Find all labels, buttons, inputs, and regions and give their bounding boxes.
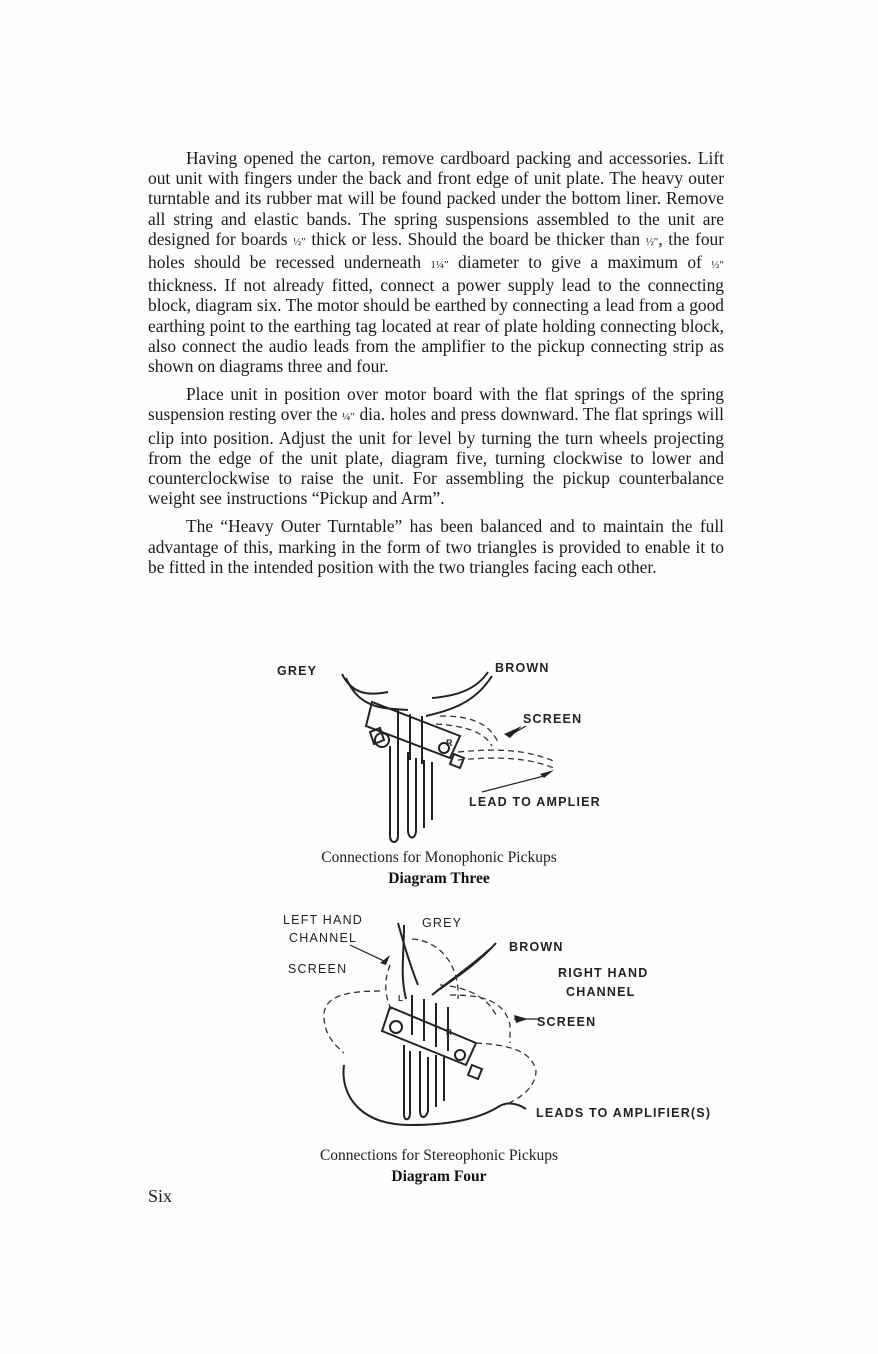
tag-r: R — [446, 1028, 452, 1037]
label-right-channel: CHANNEL — [566, 985, 636, 999]
fraction-half: ½″ — [711, 259, 724, 272]
fraction-one-quarter: 1¼″ — [430, 259, 449, 272]
diagram-three — [260, 650, 640, 850]
label-grey: GREY — [277, 664, 318, 678]
label-left-channel: CHANNEL — [289, 931, 358, 945]
body-text — [148, 148, 724, 585]
label-brown: BROWN — [509, 940, 564, 954]
paragraph-unpacking: Having opened the carton, remove cardboard packing and accessories. Lift out unit with fingers under the back and front edge of unit plate. The heavy outer turntable and its rubber mat will be found packed under the bottom liner. Remove all string and elastic bands. The spring suspensions assembled to the unit are designed for boards ½″ thick or less. Should the board be thicker than ½″, the four holes should be recessed underneath 1¼″ diameter to give a maximum of ½″ thickness. If not already fitted, connect a power supply lead to the connecting block, diagram six. The motor should be earthed by connecting a lead from a good earthing point to the earthing tag located at rear of plate holding connecting block, also connect the audio leads from the amplifier to the pickup connecting strip as shown on diagrams three and four. — [148, 148, 725, 377]
tag-r: R — [446, 738, 453, 748]
label-grey: GREY — [422, 916, 463, 930]
caption-diagram-three: Connections for Monophonic Pickups — [321, 849, 557, 866]
label-left-hand: LEFT HAND — [283, 913, 364, 927]
label-screen-right: SCREEN — [537, 1015, 597, 1029]
label-screen: SCREEN — [523, 712, 583, 726]
fraction-half: ½″ — [293, 235, 306, 248]
paragraph-turntable: The “Heavy Outer Turntable” has been balanced and to maintain the full advantage of this, marking in the form of two triangles is provided to enable it to be fitted in the intended position with the two triangles facing each other. — [148, 516, 724, 577]
caption-diagram-four: Connections for Stereophonic Pickups — [319, 1147, 559, 1164]
fraction-half: ½″ — [645, 235, 659, 248]
fraction-quarter: ¼″ — [342, 411, 355, 424]
label-screen-left: SCREEN — [288, 962, 348, 976]
label-leads-to-amplifiers: LEADS TO AMPLIFIER(S) — [536, 1106, 712, 1120]
title-diagram-three: Diagram Three — [388, 870, 490, 887]
page-number: Six — [148, 1186, 173, 1206]
tag-l: L — [398, 994, 403, 1003]
label-right-hand: RIGHT HAND — [558, 966, 649, 980]
paragraph-placing: Place unit in position over motor board with the flat springs of the spring suspension resting over the ¼″ dia. holes and press downward. The flat springs will clip into position. Adjust the unit for level by turning the turn wheels projecting from the edge of the unit plate, diagram five, turning clockwise to lower and counterclockwise to raise the unit. For assembling the pickup counterbalance weight see instructions “Pickup and Arm”. — [148, 384, 725, 509]
label-lead-to-amplifier: LEAD TO AMPLIER — [469, 795, 601, 809]
label-brown: BROWN — [495, 661, 550, 675]
title-diagram-four: Diagram Four — [391, 1168, 487, 1185]
mono-pickup-drawing — [260, 650, 640, 850]
